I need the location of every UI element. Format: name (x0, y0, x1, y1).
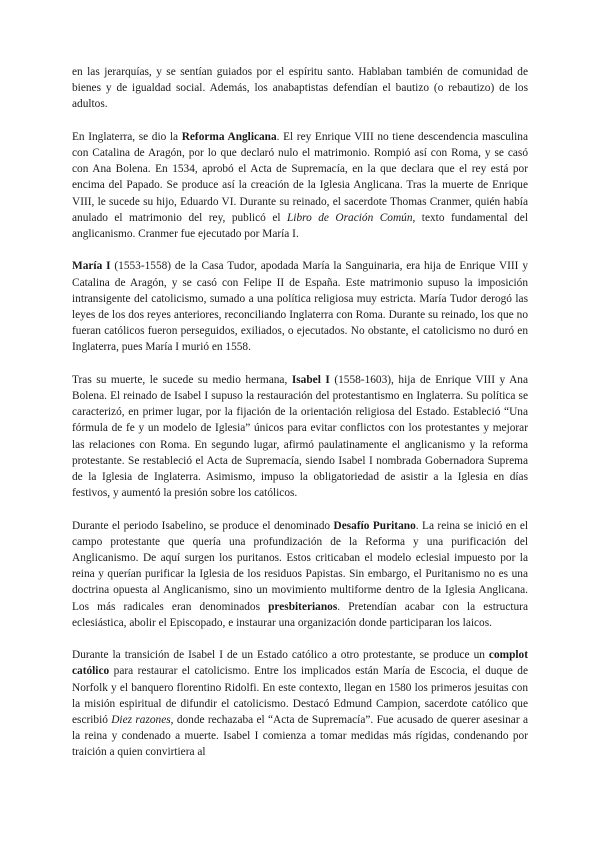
paragraph-desafio-puritano (72, 518, 528, 631)
bold-term-reforma-anglicana: Reforma Anglicana (181, 130, 277, 143)
text-run: Durante el periodo Isabelino, se produce el denominado (72, 519, 334, 532)
text-run: en las jerarquías, y se sentían guiados por el espíritu santo. Hablaban también de comunidad de bienes y de igualdad social. Además, los anabaptistas defendían el bautizo (o rebautizo) de los adultos. (72, 66, 528, 111)
italic-title-diez-razones: Diez razones (111, 714, 171, 727)
text-run: . La reina se inició en el campo protestante que quería una profundización de la Reforma y una purificación del Anglicanismo. De aquí surgen los puritanos. Estos criticaban el modelo eclesial impuesto por la reina y querían purificar la Iglesia de los residuos Papistas. Sin embargo, el Puritanismo no es una doctrina opuesta al Anglicanismo, sino un movimiento multiforme dentro de la Iglesia Anglicana. Los más radicales eran denominados (72, 519, 529, 613)
bold-term-presbiterianos: presbiterianos (268, 600, 338, 613)
text-run: , texto fundamental del anglicanismo. Cranmer fue ejecutado por María I. (72, 211, 528, 241)
paragraph-complot-catolico (72, 647, 528, 760)
bold-term-isabel-i: Isabel I (291, 373, 330, 386)
text-run: . Pretendían acabar con la estructura eclesiástica, abolir el Episcopado, e instaurar una organización donde participaran los laicos. (72, 600, 528, 629)
paragraph-isabel-i (72, 372, 528, 502)
bold-term-desafio-puritano: Desafío Puritano (333, 519, 416, 532)
text-run: (1558-1603), hija de Enrique VIII y Ana Bolena. El reinado de Isabel I supuso la restauración del protestantismo en Inglaterra. Su política se caracterizó, en primer lugar, por la fijación de la orientación religiosa del Estado. Estableció “Una fórmula de fe y un modelo de Iglesia” únicos para evitar conflictos con los protestantes y mejorar las relaciones con Roma. En segundo lugar, afirmó paulatinamente el anglicanismo y la reforma protestante. Se restableció el Acta de Supremacía, siendo Isabel I nombrada Gobernadora Suprema de la Iglesia de Inglaterra. Asimismo, impuso la obligatoriedad de asistir a la Iglesia en días festivos, y aumentó la presión sobre los católicos. (72, 373, 528, 500)
text-run: . El rey Enrique VIII no tiene descendencia masculina con Catalina de Aragón, por lo que declaró nulo el matrimonio. Rompió así con Roma, y se casó con Ana Bolena. En 1534, aprobó el Acta de Supremacía, en la que declara que el rey está por encima del Papado. Se produce así la creación de la Iglesia Anglicana. Tras la muerte de Enrique VIII, le sucede su hijo, Eduardo VI. Durante su reinado, el sacerdote Thomas Cranmer, quién había anulado el matrimonio del rey, publicó el (72, 130, 528, 224)
text-run: Durante la transición de Isabel I de un Estado católico a otro protestante, se produce un (72, 649, 489, 662)
text-run: , donde rechazaba el “Acta de Supremacía”. Fue acusado de querer asesinar a la reina y condenado a muerte. Isabel I comienza a tomar medidas más rígidas, condenando por traición a quien convirtiera al (72, 714, 528, 759)
bold-term-maria-i: María I (72, 260, 111, 273)
paragraph-anglican-reform (72, 129, 528, 242)
text-run: (1553-1558) de la Casa Tudor, apodada María la Sanguinaria, era hija de Enrique VIII y Catalina de Aragón, y se casó con Felipe II de España. Este matrimonio supuso la imposición intransigente del catolicismo, sumado a una política religiosa muy estricta. María Tudor derogó las leyes de los dos reyes anteriores, reconciliando Inglaterra con Roma. Durante su reinado, los que no fueran católicos fueron perseguidos, exiliados, o ejecutados. No obstante, el catolicismo no duró en Inglaterra, pues María I murió en 1558. (72, 260, 528, 354)
italic-title-libro-oracion: Libro de Oración Común (286, 211, 413, 224)
text-run: En Inglaterra, se dio la (72, 130, 182, 143)
document-page (72, 64, 528, 777)
paragraph-anabaptists (72, 64, 528, 113)
text-run: Tras su muerte, le sucede su medio hermana, (72, 373, 292, 386)
bold-term-complot-catolico: complot católico (72, 649, 528, 678)
text-run: para restaurar el catolicismo. Entre los implicados están María de Escocia, el duque de Norfolk y el banquero florentino Ridolfi. En este contexto, llegan en 1580 los primeros jesuitas con la misión espiritual de difundir el catolicismo. Destacó Edmund Campion, sacerdote católico que escribió (72, 665, 528, 727)
paragraph-maria-i (72, 258, 528, 355)
